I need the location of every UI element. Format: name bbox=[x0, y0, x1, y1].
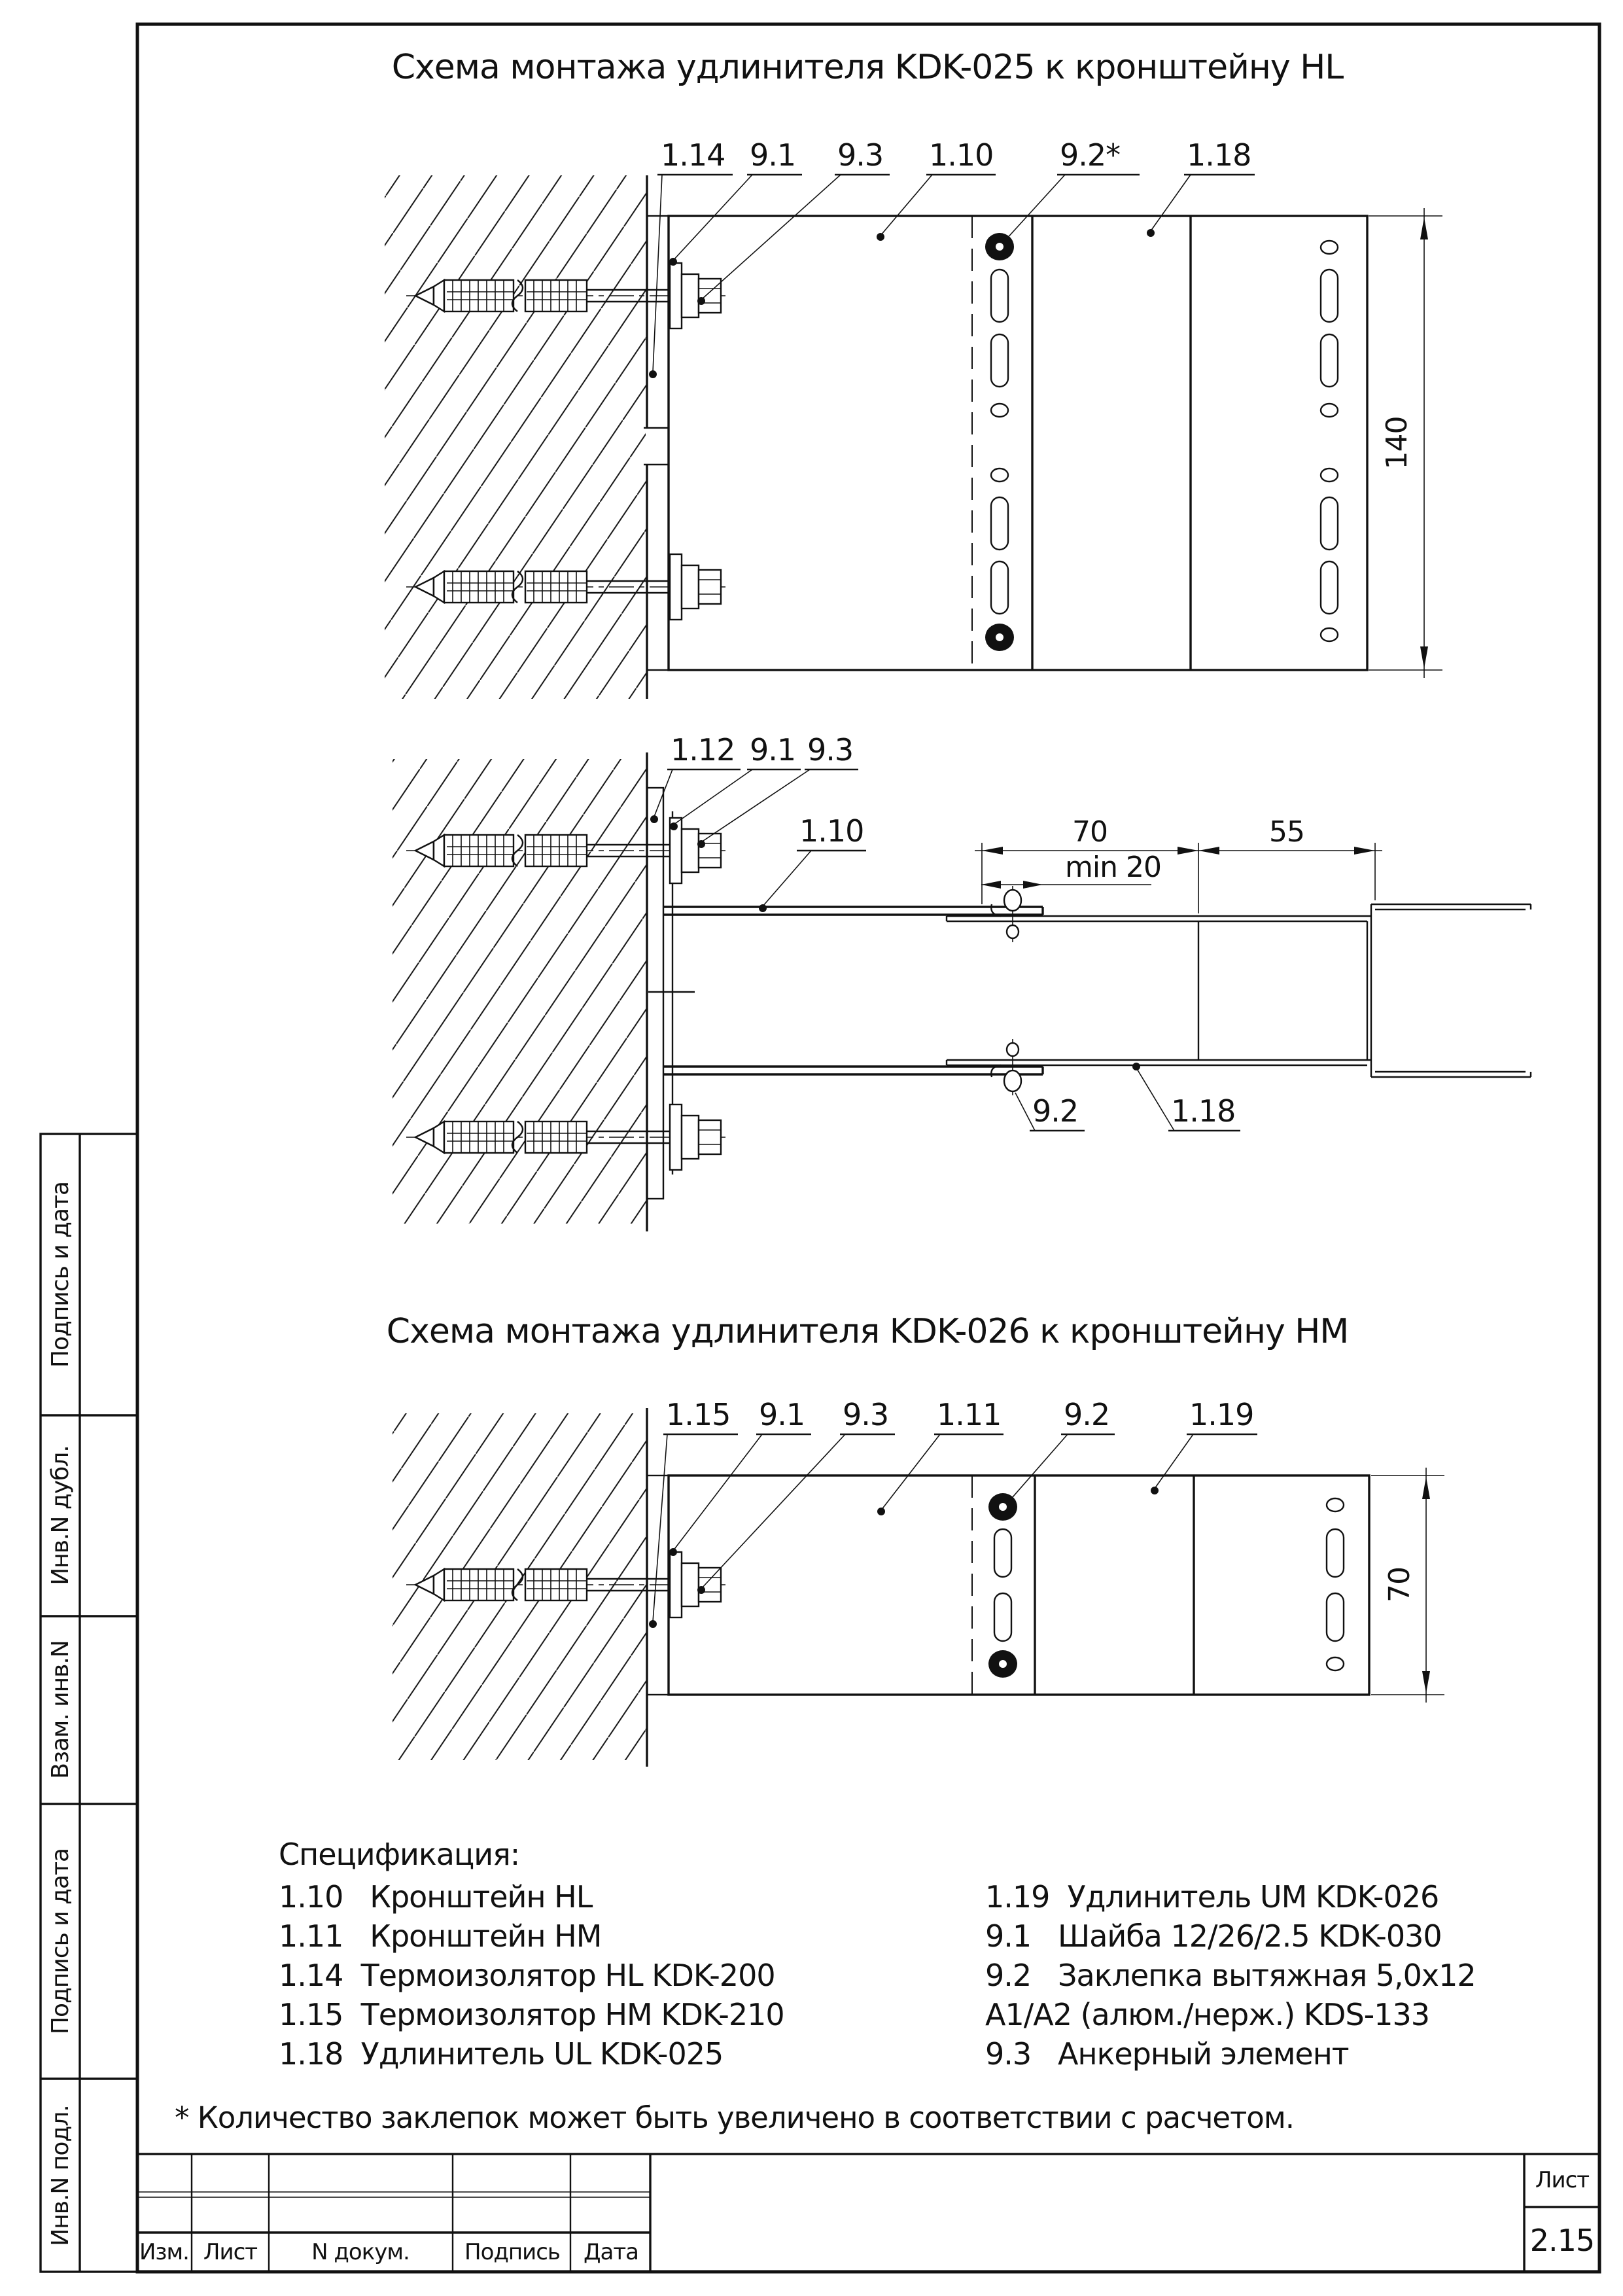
wall-hatch bbox=[385, 175, 647, 699]
label-extender: 1.18 bbox=[1171, 1093, 1236, 1129]
sidebar-cell-label: Инв.N дубл. bbox=[47, 1445, 74, 1585]
spec-item: 1.15 Термоизолятор HM KDK-210 bbox=[279, 1997, 784, 2032]
sheet-number: 2.15 bbox=[1529, 2223, 1595, 2258]
spec-item: 1.18 Удлинитель UL KDK-025 bbox=[279, 2036, 724, 2072]
sidebar-stamp-columns bbox=[41, 1134, 137, 2272]
label-anchor: 9.3 bbox=[807, 732, 854, 768]
spec-item: А1/А2 (алюм./нерж.) KDS-133 bbox=[985, 1997, 1430, 2032]
col-data: Дата bbox=[583, 2239, 639, 2265]
label-washer: 9.1 bbox=[750, 732, 796, 768]
label-rivet: 9.2 bbox=[1032, 1093, 1079, 1129]
label-washer: 9.1 bbox=[759, 1397, 805, 1432]
spec-item: 1.19 Удлинитель UM KDK-026 bbox=[985, 1879, 1439, 1915]
sidebar-cell-label: Инв.N подл. bbox=[47, 2105, 74, 2246]
wall-hatch bbox=[393, 759, 647, 1224]
dim-140-text: 140 bbox=[1380, 416, 1414, 470]
dim-55-text: 55 bbox=[1269, 815, 1304, 849]
title-kdk026: Схема монтажа удлинителя KDK-026 к кронштейну HM bbox=[386, 1312, 1349, 1351]
col-podpis: Подпись bbox=[464, 2239, 560, 2265]
label-rivet: 9.2 bbox=[1064, 1397, 1110, 1432]
label-rivet: 9.2* bbox=[1060, 137, 1121, 173]
col-izm: Изм. bbox=[139, 2239, 189, 2265]
dim-70-text: 70 bbox=[1383, 1567, 1416, 1602]
label-washer: 9.1 bbox=[750, 137, 796, 173]
sidebar-cell-label: Взам. инв.N bbox=[47, 1640, 74, 1779]
label-bracket: 1.11 bbox=[937, 1397, 1002, 1432]
label-shelves bbox=[667, 769, 1240, 1131]
spec-item: 1.14 Термоизолятор HL KDK-200 bbox=[279, 1958, 775, 1993]
bracket-flanges bbox=[663, 907, 1043, 1074]
spec-item: 1.11 Кронштейн HM bbox=[279, 1918, 602, 1954]
dim-70-text: 70 bbox=[1072, 815, 1108, 849]
label-extender: 1.18 bbox=[1187, 137, 1251, 173]
col-ndocum: N докум. bbox=[311, 2239, 410, 2265]
spec-item: 1.10 Кронштейн HL bbox=[279, 1879, 593, 1915]
spec-item: 9.1 Шайба 12/26/2.5 KDK-030 bbox=[985, 1918, 1442, 1954]
extender-profile bbox=[947, 904, 1531, 1077]
label-insulator: 1.14 bbox=[661, 137, 725, 173]
drawing3-front-view-hm bbox=[393, 1397, 1444, 1767]
bracket-hl bbox=[669, 216, 1367, 670]
spec-item: 9.3 Анкерный элемент bbox=[985, 2036, 1349, 2072]
dim-70 bbox=[1371, 1468, 1444, 1703]
label-insulator: 1.12 bbox=[671, 732, 735, 768]
label-anchor: 9.3 bbox=[843, 1397, 889, 1432]
footnote: * Количество заклепок может быть увеличено в соответствии с расчетом. bbox=[175, 2100, 1295, 2135]
spec-header: Спецификация: bbox=[279, 1837, 520, 1872]
label-bracket: 1.10 bbox=[799, 813, 864, 849]
dims bbox=[975, 815, 1382, 913]
spec-item: 9.2 Заклепка вытяжная 5,0х12 bbox=[985, 1958, 1476, 1993]
sidebar-cell-label: Подпись и дата bbox=[47, 1848, 74, 2035]
label-extender: 1.19 bbox=[1189, 1397, 1254, 1432]
label-insulator: 1.15 bbox=[666, 1397, 731, 1432]
bracket-hm bbox=[669, 1475, 1369, 1695]
col-list: Лист bbox=[203, 2239, 258, 2265]
label-anchor: 9.3 bbox=[837, 137, 884, 173]
sheet-label: Лист bbox=[1535, 2167, 1590, 2193]
drawing1-front-view-hl bbox=[385, 137, 1442, 699]
dim-140 bbox=[1369, 208, 1442, 678]
specification bbox=[279, 1837, 1476, 2072]
title-block bbox=[137, 2154, 1599, 2272]
dim-min20-text: min 20 bbox=[1065, 851, 1161, 884]
title-kdk025: Схема монтажа удлинителя KDK-025 к кронштейну HL bbox=[391, 48, 1344, 87]
drawing2-plan-view bbox=[393, 732, 1531, 1231]
sidebar-cell-label: Подпись и дата bbox=[47, 1181, 74, 1368]
label-bracket: 1.10 bbox=[929, 137, 994, 173]
